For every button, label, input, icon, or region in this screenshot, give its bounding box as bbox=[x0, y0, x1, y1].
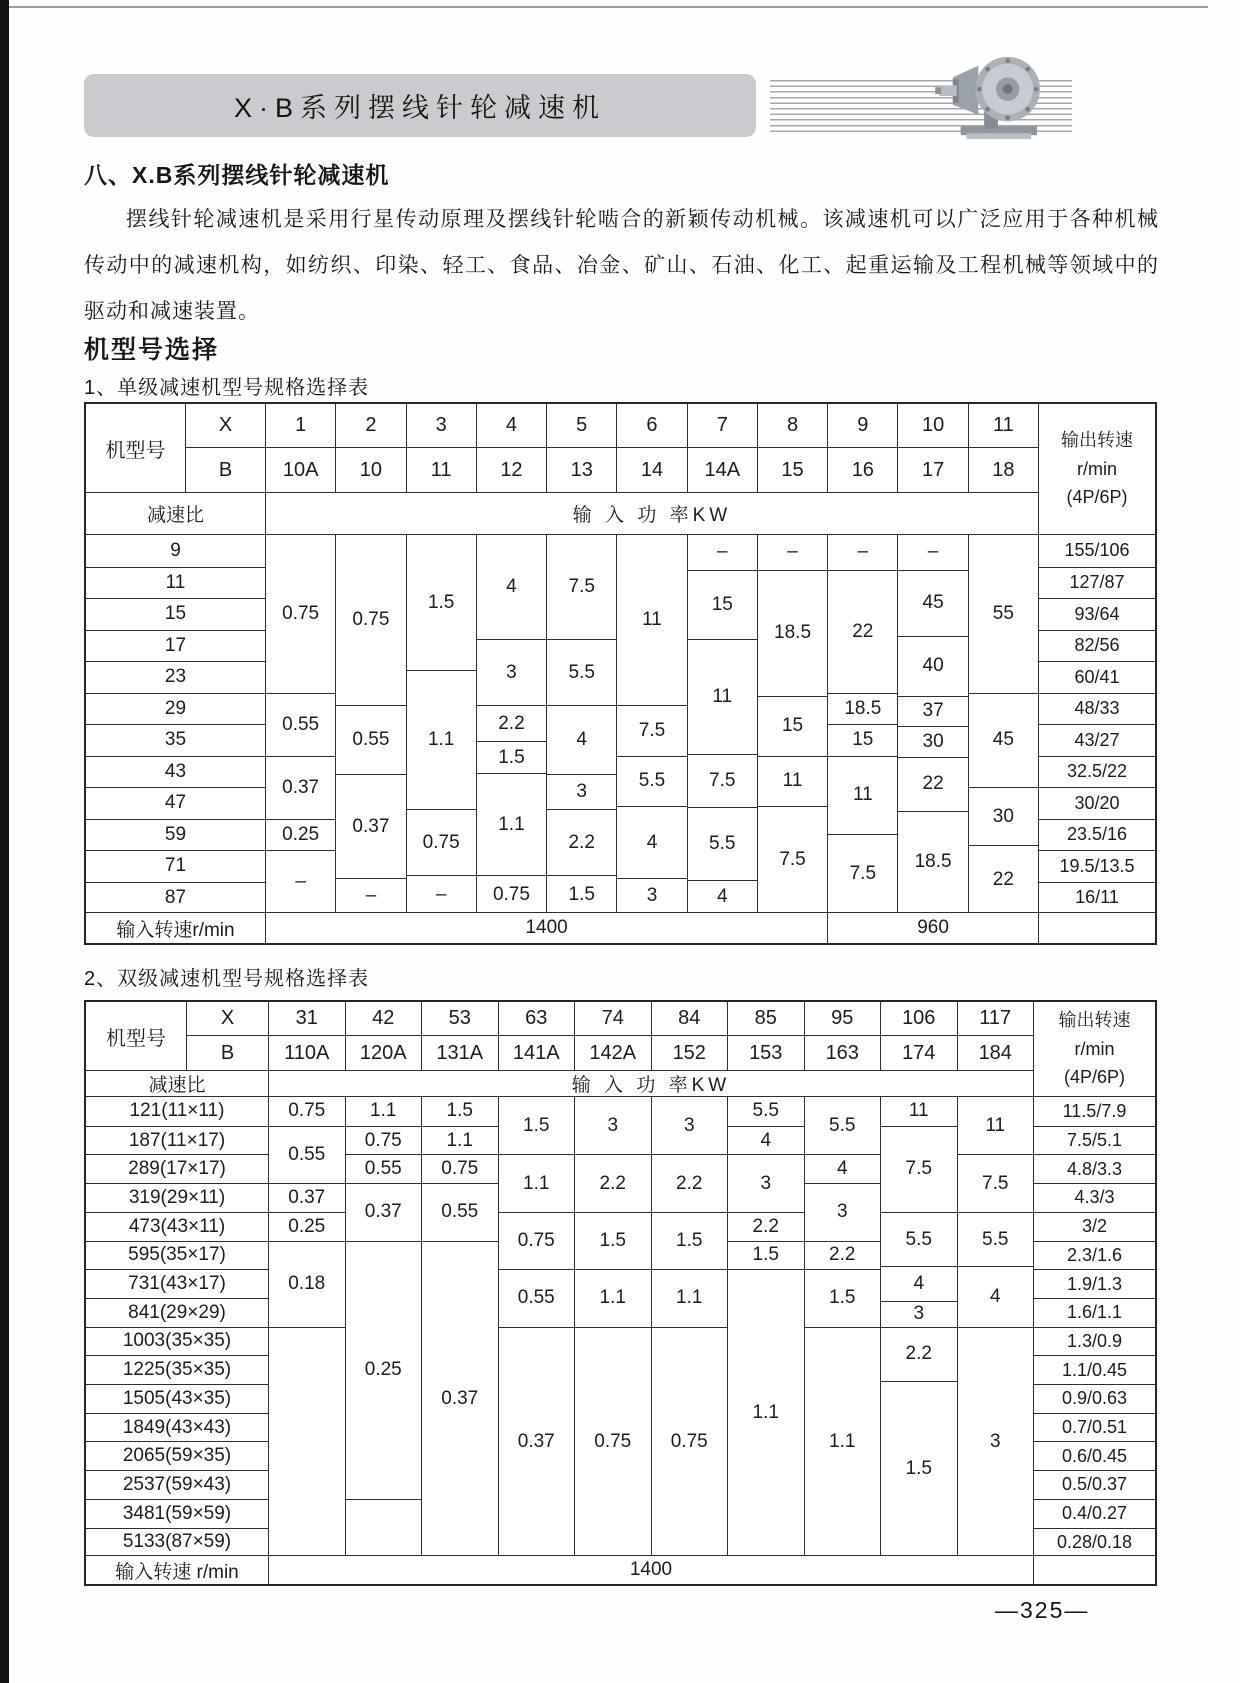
power-cell: 0.37 bbox=[266, 756, 335, 819]
ratio-cell: 29 bbox=[86, 693, 265, 725]
x-value: 1 bbox=[265, 404, 335, 448]
ratio-cell: 1225(35×35) bbox=[86, 1355, 268, 1384]
power-cell: 15 bbox=[828, 724, 897, 756]
power-cell: 0.75 bbox=[282, 602, 320, 624]
b-value: 14 bbox=[616, 448, 686, 492]
power-cell: 0.55 bbox=[422, 1183, 498, 1240]
x-value: 95 bbox=[804, 1002, 881, 1036]
power-cell: 5.5 bbox=[752, 1100, 779, 1122]
x-value: 117 bbox=[957, 1002, 1034, 1036]
b-value: 163 bbox=[804, 1036, 881, 1070]
power-cell: 11 bbox=[985, 1114, 1006, 1136]
ratio-cell: 17 bbox=[86, 630, 265, 662]
x-value: 10 bbox=[897, 404, 967, 448]
power-cell: 5.5 bbox=[958, 1212, 1034, 1267]
power-cell: 2.2 bbox=[547, 809, 616, 875]
power-cell bbox=[269, 1327, 345, 1557]
b-row-label: B bbox=[185, 448, 265, 492]
spec-table-grid bbox=[84, 402, 1157, 945]
x-row-label: X bbox=[186, 1002, 268, 1036]
b-row-label: B bbox=[186, 1036, 268, 1070]
single-stage-table bbox=[84, 402, 1157, 945]
power-cell: 2.2 bbox=[477, 705, 546, 741]
x-value: 3 bbox=[406, 404, 476, 448]
double-stage-table-caption: 2、双级减速机型号规格选择表 bbox=[84, 968, 370, 990]
power-cell: 0.37 bbox=[422, 1241, 498, 1557]
footer-empty-cell bbox=[1033, 1555, 1155, 1584]
output-cell: 23.5/16 bbox=[1039, 819, 1155, 851]
power-cell: 11 bbox=[908, 1100, 929, 1122]
power-cell: 0.18 bbox=[269, 1241, 345, 1327]
power-cell: 18.5 bbox=[828, 693, 897, 725]
output-header-line: r/min bbox=[1074, 1038, 1115, 1059]
power-cell: – bbox=[857, 541, 869, 563]
power-cell: 22 bbox=[898, 757, 967, 811]
power-cell: 1.1 bbox=[422, 1126, 498, 1155]
power-cell: 3 bbox=[805, 1183, 881, 1240]
power-cell: 40 bbox=[898, 636, 967, 696]
power-cell: 1.1 bbox=[499, 1154, 575, 1211]
ratio-cell: 23 bbox=[86, 661, 265, 693]
ratio-cell: 15 bbox=[86, 598, 265, 630]
power-cell: 2.2 bbox=[805, 1241, 881, 1270]
ratio-cell: 3481(59×59) bbox=[86, 1499, 268, 1528]
output-cell: 19.5/13.5 bbox=[1039, 850, 1155, 882]
power-cell: 11 bbox=[688, 639, 757, 754]
power-cell: 1.1 bbox=[575, 1269, 651, 1326]
ratio-cell: 35 bbox=[86, 724, 265, 756]
input-speed-value: 1400 bbox=[265, 912, 827, 943]
output-cell: 82/56 bbox=[1039, 630, 1155, 662]
output-cell: 93/64 bbox=[1039, 598, 1155, 630]
output-cell: 0.7/0.51 bbox=[1034, 1413, 1155, 1442]
x-value: 74 bbox=[574, 1002, 651, 1036]
b-value: 142A bbox=[574, 1036, 651, 1070]
output-speed-header bbox=[1033, 1002, 1155, 1096]
power-cell: 18.5 bbox=[758, 570, 827, 696]
b-value: 16 bbox=[827, 448, 897, 492]
power-cell: 0.55 bbox=[266, 693, 335, 756]
power-cell: 4 bbox=[805, 1154, 881, 1183]
output-cell: 1.6/1.1 bbox=[1034, 1298, 1155, 1327]
b-value: 17 bbox=[897, 448, 967, 492]
power-cell: 7.5 bbox=[758, 806, 827, 913]
power-cell: 1.1 bbox=[407, 670, 476, 809]
power-cell: 4 bbox=[506, 575, 517, 597]
power-column-120A bbox=[345, 1096, 422, 1555]
power-cell: 37 bbox=[898, 696, 967, 726]
power-cell: 0.75 bbox=[407, 809, 476, 875]
power-column-12 bbox=[476, 534, 546, 912]
ratio-cell: 289(17×17) bbox=[86, 1154, 268, 1183]
power-cell: 1.5 bbox=[477, 741, 546, 773]
x-value: 85 bbox=[727, 1002, 804, 1036]
ratio-cell: 59 bbox=[86, 819, 265, 851]
b-value: 174 bbox=[880, 1036, 957, 1070]
power-cell: 0.37 bbox=[499, 1327, 575, 1557]
output-cell: 127/87 bbox=[1039, 567, 1155, 599]
power-cell: 1.1 bbox=[728, 1269, 804, 1556]
power-cell: 7.5 bbox=[617, 705, 686, 755]
power-column-10 bbox=[335, 534, 405, 912]
page-number: —325— bbox=[995, 1597, 1090, 1623]
power-cell: 0.75 bbox=[352, 609, 390, 631]
power-cell bbox=[346, 1499, 422, 1556]
ratio-cell: 187(11×17) bbox=[86, 1126, 268, 1155]
power-cell: 30 bbox=[969, 787, 1038, 845]
power-cell: – bbox=[266, 850, 335, 913]
power-cell: 5.5 bbox=[547, 639, 616, 705]
output-cell: 60/41 bbox=[1039, 661, 1155, 693]
x-value: 84 bbox=[651, 1002, 728, 1036]
power-column-14 bbox=[616, 534, 686, 912]
power-column-184 bbox=[957, 1096, 1034, 1555]
ratio-cell: 319(29×11) bbox=[86, 1183, 268, 1212]
power-cell: 1.1 bbox=[370, 1100, 397, 1122]
power-cell: 0.75 bbox=[346, 1126, 422, 1155]
x-value: 5 bbox=[546, 404, 616, 448]
ratio-column bbox=[86, 1096, 268, 1555]
power-cell: 0.55 bbox=[269, 1126, 345, 1183]
ratio-cell: 473(43×11) bbox=[86, 1212, 268, 1241]
power-column-16 bbox=[827, 534, 897, 912]
b-value: 184 bbox=[957, 1036, 1034, 1070]
power-cell: 0.55 bbox=[336, 705, 405, 774]
power-cell: 45 bbox=[969, 693, 1038, 788]
power-cell: 3 bbox=[958, 1327, 1034, 1557]
power-column-174 bbox=[880, 1096, 957, 1555]
ratio-cell: 841(29×29) bbox=[86, 1298, 268, 1327]
power-column-141A bbox=[498, 1096, 575, 1555]
power-cell: 2.2 bbox=[881, 1327, 957, 1382]
intro-paragraph: 摆线针轮减速机是采用行星传动原理及摆线针轮啮合的新颖传动机械。该减速机可以广泛应用于各种机械传动中的减速机构，如纺织、印染、轻工、食品、冶金、矿山、石油、化工、起重运输及工程机械等领域中的驱动和减速装置。 bbox=[84, 208, 1159, 323]
power-cell: 2.2 bbox=[575, 1154, 651, 1211]
power-cell: 2.2 bbox=[728, 1212, 804, 1241]
output-column bbox=[1038, 534, 1155, 912]
power-cell: 11 bbox=[758, 756, 827, 806]
output-header-line: 输出转速 bbox=[1061, 429, 1133, 450]
ratio-cell: 1849(43×43) bbox=[86, 1413, 268, 1442]
power-cell: 4 bbox=[688, 880, 757, 913]
power-cell: 45 bbox=[898, 570, 967, 636]
power-cell: 1.1 bbox=[805, 1327, 881, 1557]
x-value: 42 bbox=[345, 1002, 422, 1036]
output-cell: 1.1/0.45 bbox=[1034, 1355, 1155, 1384]
ratio-cell: 47 bbox=[86, 787, 265, 819]
power-cell: 4 bbox=[728, 1126, 804, 1155]
output-cell: 4.8/3.3 bbox=[1034, 1154, 1155, 1183]
input-power-header: 输 入 功 率KW bbox=[268, 1070, 1033, 1096]
power-cell: 1.1 bbox=[477, 773, 546, 875]
power-column-14A bbox=[687, 534, 757, 912]
output-column bbox=[1033, 1096, 1155, 1555]
power-cell: – bbox=[927, 541, 939, 563]
x-value: 53 bbox=[421, 1002, 498, 1036]
output-header-line: (4P/6P) bbox=[1063, 1067, 1126, 1088]
power-cell: – bbox=[336, 878, 405, 913]
single-stage-table-caption: 1、单级减速机型号规格选择表 bbox=[84, 377, 370, 399]
output-header-line: 输出转速 bbox=[1058, 1009, 1131, 1030]
b-value: 14A bbox=[687, 448, 757, 492]
b-value: 153 bbox=[727, 1036, 804, 1070]
power-cell: 3 bbox=[881, 1301, 957, 1327]
ratio-column bbox=[86, 534, 265, 912]
power-cell: 1.5 bbox=[427, 591, 455, 613]
b-value: 120A bbox=[345, 1036, 422, 1070]
power-cell: 0.75 bbox=[477, 875, 546, 913]
power-cell: 3 bbox=[728, 1154, 804, 1211]
output-cell: 1.9/1.3 bbox=[1034, 1269, 1155, 1298]
power-cell: 3 bbox=[547, 774, 616, 809]
power-cell: 15 bbox=[688, 570, 757, 639]
power-cell: 1.5 bbox=[881, 1381, 957, 1556]
ratio-header: 减速比 bbox=[86, 492, 265, 534]
ratio-cell: 5133(87×59) bbox=[86, 1528, 268, 1557]
output-cell: 30/20 bbox=[1039, 787, 1155, 819]
power-cell: 3 bbox=[683, 1114, 695, 1136]
output-cell: 11.5/7.9 bbox=[1062, 1100, 1127, 1121]
power-cell: 0.75 bbox=[652, 1327, 728, 1557]
output-cell: 0.6/0.45 bbox=[1034, 1441, 1155, 1470]
power-cell: 1.5 bbox=[805, 1269, 881, 1326]
model-selection-heading: 机型号选择 bbox=[84, 336, 220, 364]
power-cell: 3 bbox=[617, 878, 686, 913]
power-cell: 15 bbox=[758, 696, 827, 756]
output-cell: 32.5/22 bbox=[1039, 756, 1155, 788]
power-cell: 22 bbox=[828, 570, 897, 693]
output-cell: 48/33 bbox=[1039, 693, 1155, 725]
gear-reducer-photo bbox=[933, 50, 1051, 142]
b-value: 10 bbox=[335, 448, 405, 492]
power-cell: 4 bbox=[617, 806, 686, 878]
ratio-cell: 731(43×17) bbox=[86, 1269, 268, 1298]
power-cell: 4 bbox=[881, 1266, 957, 1300]
power-column-17 bbox=[897, 534, 967, 912]
x-value: 4 bbox=[476, 404, 546, 448]
output-cell: 0.4/0.27 bbox=[1034, 1499, 1155, 1528]
page-header-banner bbox=[84, 74, 756, 137]
b-value: 10A bbox=[265, 448, 335, 492]
b-value: 152 bbox=[651, 1036, 728, 1070]
x-value: 31 bbox=[268, 1002, 345, 1036]
power-cell: 5.5 bbox=[881, 1212, 957, 1267]
output-cell: 155/106 bbox=[1064, 540, 1130, 561]
ratio-cell: 9 bbox=[170, 539, 181, 561]
power-cell: 0.37 bbox=[336, 774, 405, 878]
power-cell: 1.5 bbox=[523, 1114, 550, 1136]
power-cell: 1.5 bbox=[728, 1241, 804, 1270]
ratio-cell: 2065(59×35) bbox=[86, 1441, 268, 1470]
x-value: 63 bbox=[498, 1002, 575, 1036]
model-header: 机型号 bbox=[106, 1027, 166, 1050]
x-row-label: X bbox=[185, 404, 265, 448]
power-cell: 4 bbox=[547, 705, 616, 774]
power-column-10A bbox=[265, 534, 335, 912]
power-cell: 0.55 bbox=[499, 1269, 575, 1326]
power-cell: 11 bbox=[642, 609, 662, 631]
power-cell: 4 bbox=[958, 1266, 1034, 1326]
b-value: 18 bbox=[968, 448, 1038, 492]
power-cell: 3 bbox=[607, 1114, 619, 1136]
x-value: 11 bbox=[968, 404, 1038, 448]
power-cell: 0.37 bbox=[346, 1183, 422, 1240]
input-speed-value: 960 bbox=[827, 912, 1038, 943]
ratio-cell: 71 bbox=[86, 850, 265, 882]
power-column-152 bbox=[651, 1096, 728, 1555]
power-column-131A bbox=[421, 1096, 498, 1555]
input-speed-label: 输入转速 r/min bbox=[86, 1555, 268, 1584]
power-cell: 0.75 bbox=[499, 1212, 575, 1269]
power-cell: – bbox=[787, 541, 798, 563]
footer-empty-cell bbox=[1038, 912, 1155, 943]
power-column-18 bbox=[968, 534, 1038, 912]
output-cell: 43/27 bbox=[1039, 724, 1155, 756]
power-column-163 bbox=[804, 1096, 881, 1555]
power-cell: – bbox=[407, 875, 476, 913]
power-cell: 7.5 bbox=[828, 834, 897, 913]
power-cell: 7.5 bbox=[688, 754, 757, 808]
power-column-13 bbox=[546, 534, 616, 912]
output-cell: 1.3/0.9 bbox=[1034, 1327, 1155, 1356]
b-value: 110A bbox=[268, 1036, 345, 1070]
x-value: 8 bbox=[757, 404, 827, 448]
ratio-cell: 11 bbox=[86, 567, 265, 599]
power-cell: 30 bbox=[898, 726, 967, 758]
power-cell: 18.5 bbox=[898, 811, 967, 913]
power-cell: 1.5 bbox=[446, 1100, 473, 1122]
b-value: 141A bbox=[498, 1036, 575, 1070]
x-value: 9 bbox=[827, 404, 897, 448]
output-cell: 0.28/0.18 bbox=[1034, 1528, 1155, 1557]
power-cell: 1.5 bbox=[547, 875, 616, 913]
power-column-110A bbox=[268, 1096, 345, 1555]
power-column-142A bbox=[574, 1096, 651, 1555]
b-value: 131A bbox=[421, 1036, 498, 1070]
power-cell: 3 bbox=[477, 639, 546, 705]
b-value: 13 bbox=[546, 448, 616, 492]
ratio-header: 减速比 bbox=[86, 1070, 268, 1096]
power-cell: 1.5 bbox=[652, 1212, 728, 1269]
scan-edge-left bbox=[0, 0, 9, 1683]
power-cell: 7.5 bbox=[881, 1126, 957, 1212]
ratio-cell: 121(11×11) bbox=[129, 1100, 225, 1122]
input-power-header: 输 入 功 率KW bbox=[265, 492, 1038, 534]
ratio-cell: 595(35×17) bbox=[86, 1241, 268, 1270]
power-cell: – bbox=[716, 541, 728, 563]
ratio-cell: 2537(59×43) bbox=[86, 1470, 268, 1499]
power-cell: 7.5 bbox=[958, 1154, 1034, 1211]
power-cell: 55 bbox=[992, 602, 1014, 624]
power-cell: 5.5 bbox=[688, 807, 757, 879]
input-speed-value: 1400 bbox=[268, 1555, 1033, 1584]
banner-title: X·B系列摆线针轮减速机 bbox=[233, 93, 606, 123]
output-cell: 2.3/1.6 bbox=[1034, 1241, 1155, 1270]
power-cell: 11 bbox=[828, 756, 897, 835]
power-cell: 0.55 bbox=[346, 1154, 422, 1183]
b-value: 12 bbox=[476, 448, 546, 492]
power-cell: 22 bbox=[969, 845, 1038, 913]
x-value: 2 bbox=[335, 404, 405, 448]
ratio-cell: 1003(35×35) bbox=[86, 1327, 268, 1356]
output-header-line: r/min bbox=[1077, 458, 1117, 479]
power-cell: 0.37 bbox=[269, 1183, 345, 1212]
output-cell: 4.3/3 bbox=[1034, 1183, 1155, 1212]
power-cell: 0.25 bbox=[346, 1241, 422, 1499]
power-column-153 bbox=[727, 1096, 804, 1555]
output-header-line: (4P/6P) bbox=[1066, 487, 1128, 508]
power-cell: 5.5 bbox=[617, 756, 686, 806]
power-cell: 0.75 bbox=[422, 1154, 498, 1183]
power-column-15 bbox=[757, 534, 827, 912]
spec-table-grid bbox=[84, 1000, 1157, 1586]
power-cell: 0.75 bbox=[288, 1100, 326, 1122]
power-cell: 0.25 bbox=[269, 1212, 345, 1241]
scan-edge-top bbox=[9, 6, 1208, 8]
x-value: 7 bbox=[687, 404, 757, 448]
ratio-cell: 1505(43×35) bbox=[86, 1384, 268, 1413]
ratio-cell: 43 bbox=[86, 756, 265, 788]
power-cell: 1.1 bbox=[652, 1269, 728, 1326]
output-speed-header bbox=[1038, 404, 1155, 534]
output-cell: 0.5/0.37 bbox=[1034, 1470, 1155, 1499]
power-column-11 bbox=[406, 534, 476, 912]
b-value: 15 bbox=[757, 448, 827, 492]
section-title: 八、X.B系列摆线针轮减速机 bbox=[84, 162, 390, 188]
output-cell: 16/11 bbox=[1039, 882, 1155, 914]
output-cell: 3/2 bbox=[1034, 1212, 1155, 1241]
output-cell: 0.9/0.63 bbox=[1034, 1384, 1155, 1413]
power-cell: 5.5 bbox=[829, 1114, 856, 1136]
x-value: 106 bbox=[880, 1002, 957, 1036]
power-cell: 7.5 bbox=[568, 575, 595, 597]
power-cell: 0.75 bbox=[575, 1327, 651, 1557]
power-cell: 0.25 bbox=[266, 819, 335, 851]
input-speed-label: 输入转速r/min bbox=[86, 912, 265, 943]
ratio-cell: 87 bbox=[86, 882, 265, 914]
model-header: 机型号 bbox=[105, 439, 166, 462]
double-stage-table bbox=[84, 1000, 1157, 1586]
power-cell: 1.5 bbox=[575, 1212, 651, 1269]
b-value: 11 bbox=[406, 448, 476, 492]
power-cell: 2.2 bbox=[652, 1154, 728, 1211]
x-value: 6 bbox=[616, 404, 686, 448]
output-cell: 7.5/5.1 bbox=[1034, 1126, 1155, 1155]
